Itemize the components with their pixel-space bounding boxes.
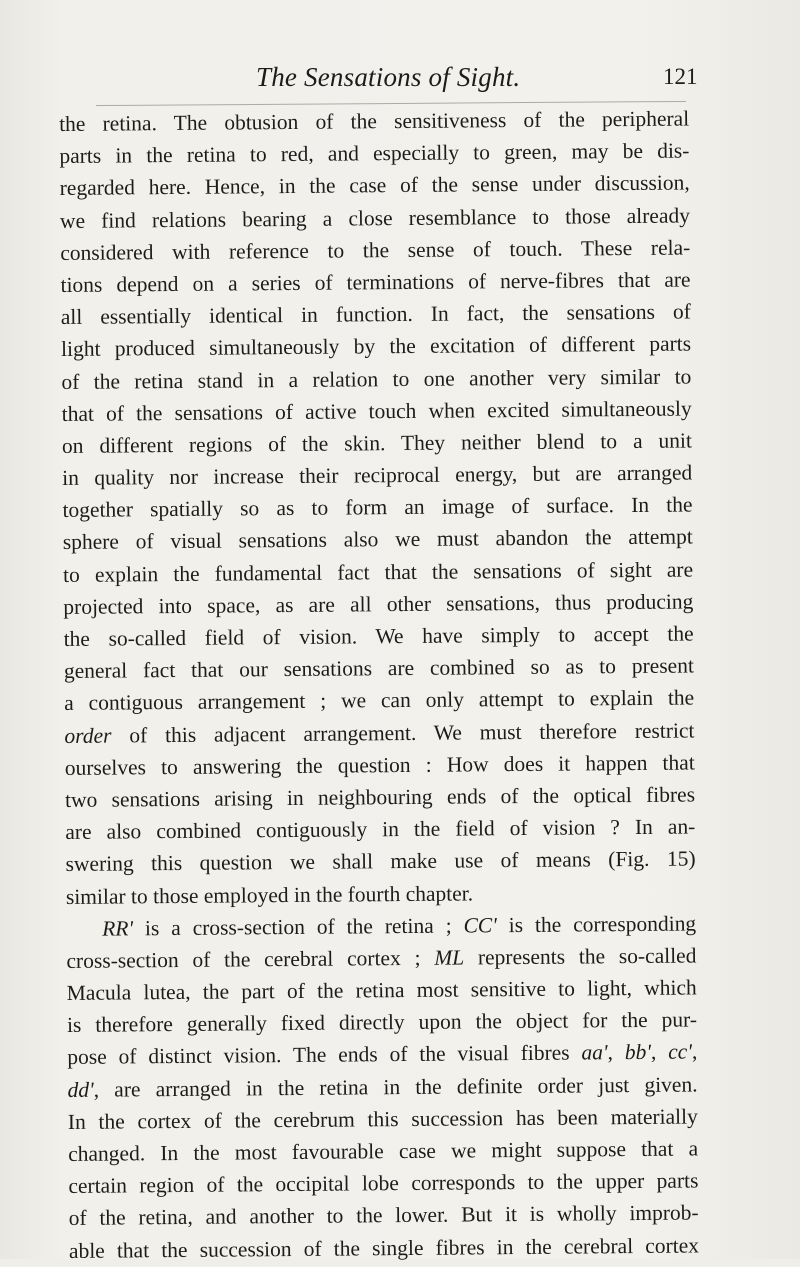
page-number: 121 — [663, 64, 698, 89]
text-run: represents the so-called — [464, 943, 697, 970]
italic-term: ML — [434, 945, 465, 970]
text-run: two sensations arising in neighbouring ends of the optical fibres — [64, 782, 696, 812]
text-line — [64, 714, 694, 752]
text-line — [63, 521, 693, 559]
text-run: tions depend on a series of terminations of nerve-fibres that are — [60, 267, 691, 297]
text-run: a contiguous arrangement ; we can only attempt to explain the — [64, 685, 695, 716]
text-run: swering this question we shall make use of means (Fig. 15) — [65, 846, 696, 877]
italic-term: order — [64, 723, 112, 748]
text-run: similar to those employed in the fourth chapter. — [65, 880, 474, 909]
text-run: , — [650, 1040, 669, 1065]
text-line — [65, 843, 695, 881]
italic-term: CC' — [463, 912, 497, 938]
running-head — [0, 62, 800, 102]
text-run: , — [691, 1039, 698, 1064]
text-line — [60, 167, 690, 205]
text-run: that of the sensations of active touch when excited simultaneously — [61, 396, 692, 426]
italic-term: cc' — [668, 1039, 692, 1065]
text-run: changed. In the most favourable case we might suppose that a — [68, 1136, 699, 1166]
text-run: in quality nor increase their reciprocal energy, but are arranged — [62, 460, 693, 491]
text-run: considered with reference to the sense of touch. These rela- — [60, 235, 691, 265]
text-run: of the retina stand in a relation to one another very similar to — [61, 363, 692, 394]
text-run: ourselves to answering the question : How does it happen that — [64, 750, 695, 780]
text-line — [60, 199, 690, 237]
running-title: The Sensations of Sight. — [256, 62, 521, 92]
italic-term: RR' — [102, 916, 134, 941]
text-line — [60, 231, 690, 269]
italic-term: dd' — [67, 1077, 94, 1102]
text-run: to explain the fundamental fact that the sensations of sight are — [62, 557, 694, 587]
text-run: In the cortex of the cerebrum this succession has been materially — [67, 1104, 698, 1134]
text-line — [66, 907, 696, 945]
text-run: is the corresponding — [496, 911, 697, 937]
text-run: the retina. The obtusion of the sensitiveness of the peripheral — [59, 106, 690, 136]
text-run: the so-called field of vision. We have simply to accept the — [63, 621, 694, 651]
italic-term: aa' — [581, 1040, 608, 1065]
text-run: all essentially identical in function. In fact, the sensations of — [60, 299, 691, 330]
text-line — [69, 1229, 699, 1267]
text-run: , — [607, 1040, 625, 1065]
text-run: of the retina, and another to the lower. But it is wholly improb- — [68, 1200, 699, 1231]
text-run: are also combined contiguously in the field of vision ? In an- — [65, 814, 696, 845]
text-line — [61, 360, 691, 398]
text-run: we find relations bearing a close resemblance to those already — [59, 203, 691, 233]
text-run: pose of distinct vision. The ends of the visual fibres — [67, 1040, 582, 1070]
text-run: certain region of the occipital lobe corresponds to the upper parts — [68, 1168, 699, 1199]
text-run: on different regions of the skin. They neither blend to a unit — [61, 428, 693, 458]
text-line — [62, 392, 692, 430]
text-line — [67, 1036, 697, 1074]
text-line — [67, 1068, 697, 1106]
text-run: light produced simultaneously by the excitation of different parts — [61, 331, 692, 362]
text-run: regarded here. Hence, in the case of the sense under discussion, — [59, 170, 690, 201]
text-run: Macula lutea, the part of the retina most sensitive to light, which — [66, 975, 697, 1006]
text-line — [69, 1197, 699, 1235]
text-run: parts in the retina to red, and especially to green, may be dis- — [59, 138, 690, 169]
text-run: , are arranged in the retina in the definite order just given. — [93, 1072, 698, 1102]
text-line — [65, 746, 695, 784]
text-run: general fact that our sensations are combined so as to present — [63, 653, 694, 684]
text-run: sphere of visual sensations also we must abandon the attempt — [62, 524, 693, 555]
text-line — [61, 328, 691, 366]
text-run: cross-section of the cerebral cortex ; — [66, 945, 435, 973]
text-run: projected into space, as are all other sensations, thus producing — [63, 589, 694, 619]
text-run: able that the succession of the single fibres in the cerebral cortex — [68, 1233, 700, 1263]
text-line — [63, 553, 693, 591]
text-line — [64, 682, 694, 720]
text-run: of this adjacent arrangement. We must therefore restrict — [111, 718, 695, 748]
body-text — [59, 103, 699, 1267]
italic-term: bb' — [624, 1040, 652, 1065]
text-run: is a cross-section of the retina ; — [132, 913, 464, 941]
text-run: is therefore generally fixed directly upon the object for the pur- — [66, 1007, 698, 1038]
text-run: together spatially so as to form an image of surface. In the — [62, 492, 693, 523]
